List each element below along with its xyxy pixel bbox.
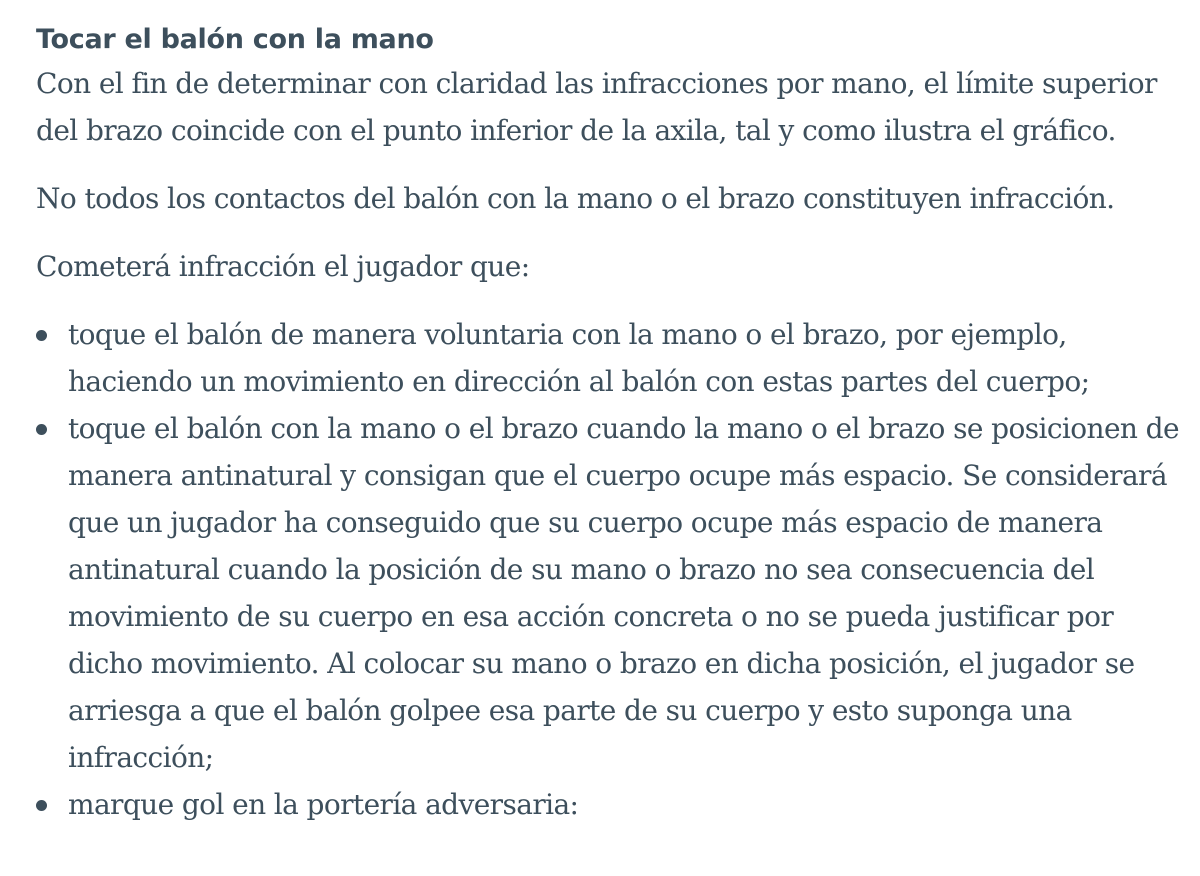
list-item-text: toque el balón de manera voluntaria con la mano o el brazo, por ejemplo, haciendo un movimiento en dirección al balón con estas partes del cuerpo;	[68, 318, 1090, 398]
offence-list	[36, 311, 1186, 828]
list-item-text: marque gol en la portería adversaria:	[68, 788, 579, 821]
bullet-icon	[36, 424, 47, 435]
bullet-icon	[36, 330, 47, 341]
paragraph-not-all-contacts: No todos los contactos del balón con la mano o el brazo constituyen infracción.	[36, 182, 1115, 215]
article-content	[36, 20, 1186, 828]
list-item	[36, 311, 1186, 405]
paragraph-offence-intro: Cometerá infracción el jugador que:	[36, 250, 530, 283]
paragraph-arm-limit: Con el fin de determinar con claridad las infracciones por mano, el límite superior del brazo coincide con el punto inferior de la axila, tal y como ilustra el gráfico.	[36, 67, 1157, 147]
list-item	[36, 405, 1186, 781]
list-item	[36, 781, 1186, 828]
bullet-icon	[36, 800, 47, 811]
section-heading: Tocar el balón con la mano	[36, 24, 434, 55]
list-item-text: toque el balón con la mano o el brazo cuando la mano o el brazo se posicionen de manera antinatural y consigan que el cuerpo ocupe más espacio. Se considerará que un jugador ha conseguido que su cuerpo ocupe más espacio de manera antinatural cuando la posición de su mano o brazo no sea consecuencia del movimiento de su cuerpo en esa acción concreta o no se pueda justificar por dicho movimiento. Al colocar su mano o brazo en dicha posición, el jugador se arriesga a que el balón golpee esa parte de su cuerpo y esto suponga una infracción;	[68, 412, 1179, 774]
